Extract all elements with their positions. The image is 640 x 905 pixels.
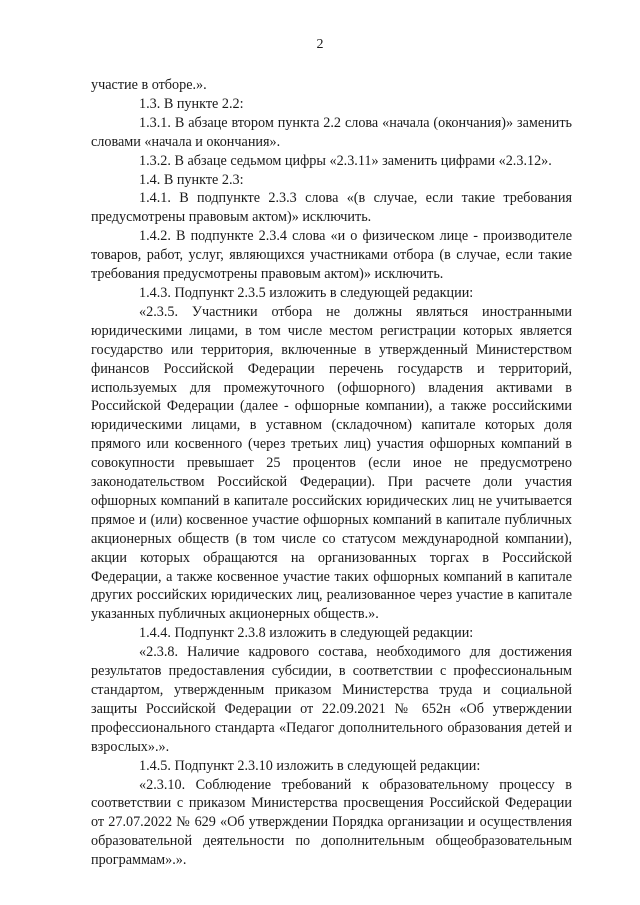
paragraph: 1.4. В пункте 2.3:	[139, 171, 244, 188]
document-body	[91, 76, 572, 870]
paragraph: «2.3.8. Наличие кадрового состава, необходимого для достижения результатов предоставления субсидии, в соответствии с профессиональным стандартом, утвержденным приказом Министерства труда и социальной защиты Российской Федерации от 22.09.2021 № 652н «Об утверждении профессионального стандарта «Педагог дополнительного образования детей и взрослых».».	[91, 644, 572, 755]
paragraph: 1.3. В пункте 2.2:	[139, 95, 244, 112]
paragraph: 1.4.4. Подпункт 2.3.8 изложить в следующей редакции:	[139, 625, 474, 642]
paragraph: 1.4.1. В подпункте 2.3.3 слова «(в случае, если такие требования предусмотрены правовым актом)» исключить.	[91, 190, 572, 226]
paragraph: 1.4.3. Подпункт 2.3.5 изложить в следующей редакции:	[139, 284, 474, 301]
paragraph: 1.4.2. В подпункте 2.3.4 слова «и о физическом лице - производителе товаров, работ, услуг, являющихся участниками отбора (в случае, если такие требования предусмотрены правовым актом)» исключить.	[91, 228, 572, 283]
paragraph: 1.3.1. В абзаце втором пункта 2.2 слова «начала (окончания)» заменить словами «начала и окончания».	[91, 114, 572, 150]
paragraph: 1.4.5. Подпункт 2.3.10 изложить в следующей редакции:	[139, 757, 481, 774]
paragraph: участие в отборе.».	[91, 77, 207, 93]
paragraph: 1.3.2. В абзаце седьмом цифры «2.3.11» заменить цифрами «2.3.12».	[139, 152, 552, 169]
paragraph: «2.3.5. Участники отбора не должны являться иностранными юридическими лицами, в том числе местом регистрации которых является государство или территория, включенные в утвержденный Министерством финансов Российской Федерации перечень государств и территорий, используемых для промежуточного (офшорного) владения активами в Российской Федерации (далее - офшорные компании), а также российскими юридическими лицами, в уставном (складочном) капитале которых доля прямого или косвенного (через третьих лиц) участия офшорных компаний в совокупности превышает 25 процентов (если иное не предусмотрено законодательством Российской Федерации). При расчете доли участия офшорных компаний в капитале российских юридических лиц не учитывается прямое и (или) косвенное участие офшорных компаний в капитале публичных акционерных обществ (в том числе со статусом международной компании), акции которых обращаются на организованных торгах в Российской Федерации, а также косвенное участие таких офшорных компаний в капитале других российских юридических лиц, реализованное через участие в капитале указанных публичных акционерных обществ.».	[91, 303, 572, 623]
paragraph: «2.3.10. Соблюдение требований к образовательному процессу в соответствии с приказом Министерства просвещения Российской Федерации от 27.07.2022 № 629 «Об утверждении Порядка организации и осуществления образовательной деятельности по дополнительным общеобразовательным программам».».	[91, 776, 572, 869]
page-number: 2	[316, 37, 324, 52]
